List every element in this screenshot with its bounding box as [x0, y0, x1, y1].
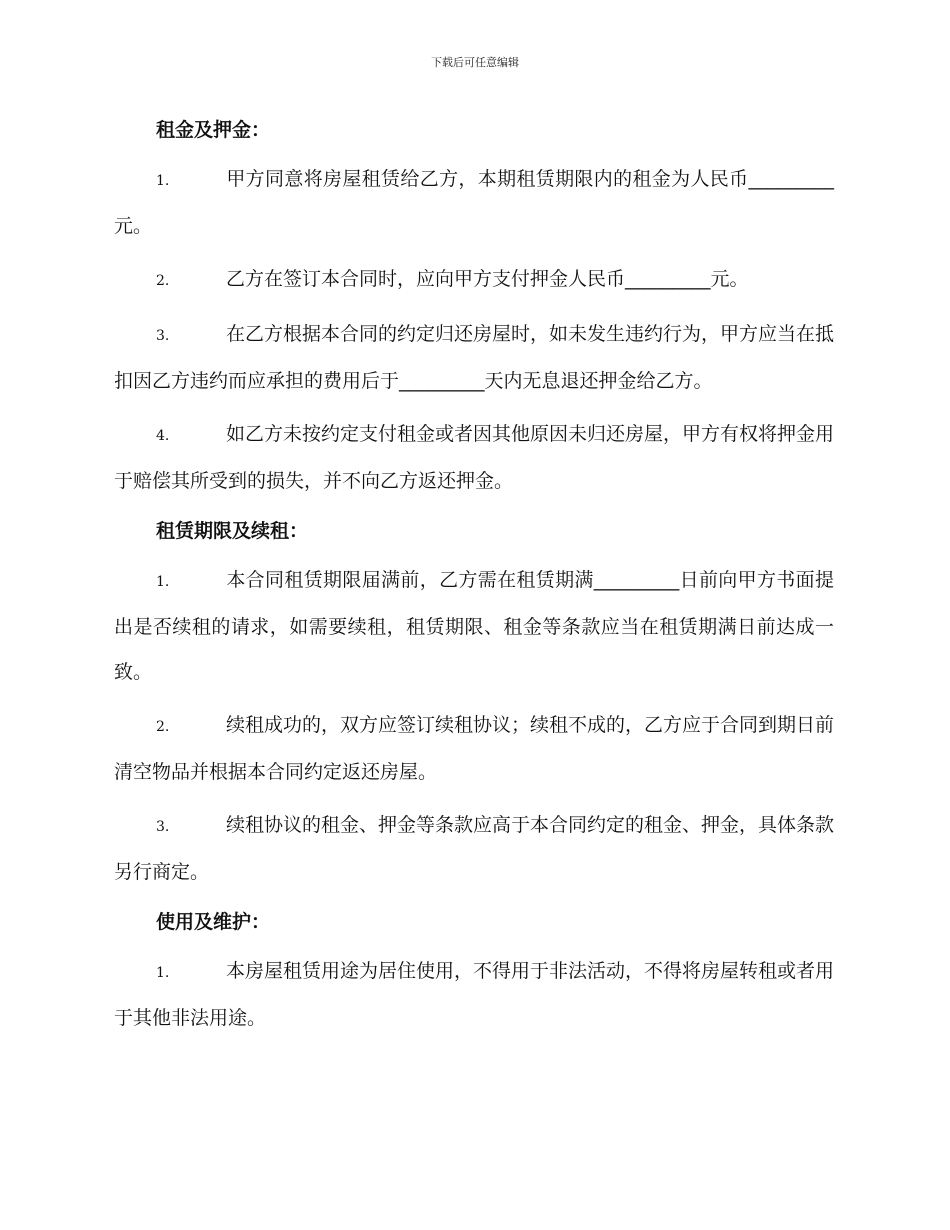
- header-note: 下载后可任意编辑: [431, 56, 519, 69]
- section-heading-rent-deposit: 租金及押金：: [156, 119, 271, 141]
- clause-number: 3.: [156, 819, 170, 835]
- clause-number: 2.: [156, 273, 170, 289]
- section-heading-use-maintenance: 使用及维护：: [156, 911, 271, 933]
- clause-text: 本房屋租赁用途为居住使用，不得用于非法活动，不得将房屋转租或者用于其他非法用途。: [114, 960, 835, 1029]
- clause-number: 1.: [156, 965, 170, 981]
- clause-text: 如乙方未按约定支付租金或者因其他原因未归还房屋，甲方有权将押金用于赔偿其所受到的损失，并不向乙方返还押金。: [114, 423, 835, 492]
- clause-term-3: [114, 803, 834, 895]
- clause-term-1: [114, 558, 834, 695]
- clause-number: 1.: [156, 173, 170, 189]
- clause-text: 续租协议的租金、押金等条款应高于本合同约定的租金、押金，具体条款另行商定。: [114, 814, 835, 883]
- clause-use-1: [114, 949, 834, 1041]
- clause-number: 1.: [156, 574, 170, 590]
- clause-rent-1: [114, 157, 834, 249]
- clause-text: 续租成功的，双方应签订续租协议；续租不成的，乙方应于合同到期日前清空物品并根据本合同约定返还房屋。: [114, 714, 835, 783]
- clause-rent-2: [114, 257, 834, 304]
- clause-number: 2.: [156, 719, 170, 735]
- clause-rent-3: [114, 312, 834, 404]
- clause-number: 3.: [156, 328, 170, 344]
- document-body: [114, 111, 834, 1041]
- clause-text: 本合同租赁期限届满前，乙方需在租赁期满_________日前向甲方书面提出是否续租的请求，如需要续租，租赁期限、租金等条款应当在租赁期满日前达成一致。: [114, 569, 834, 683]
- clause-rent-4: [114, 412, 834, 504]
- clause-text: 甲方同意将房屋租赁给乙方，本期租赁期限内的租金为人民币_________元。: [114, 168, 834, 237]
- clause-text: 在乙方根据本合同的约定归还房屋时，如未发生违约行为，甲方应当在抵扣因乙方违约而应承担的费用后于_________天内无息退还押金给乙方。: [114, 323, 835, 392]
- clause-term-2: [114, 703, 834, 795]
- section-heading-term-renewal: 租赁期限及续租：: [156, 520, 309, 542]
- clause-number: 4.: [156, 428, 170, 444]
- clause-text: 乙方在签订本合同时，应向甲方支付押金人民币_________元。: [226, 268, 749, 290]
